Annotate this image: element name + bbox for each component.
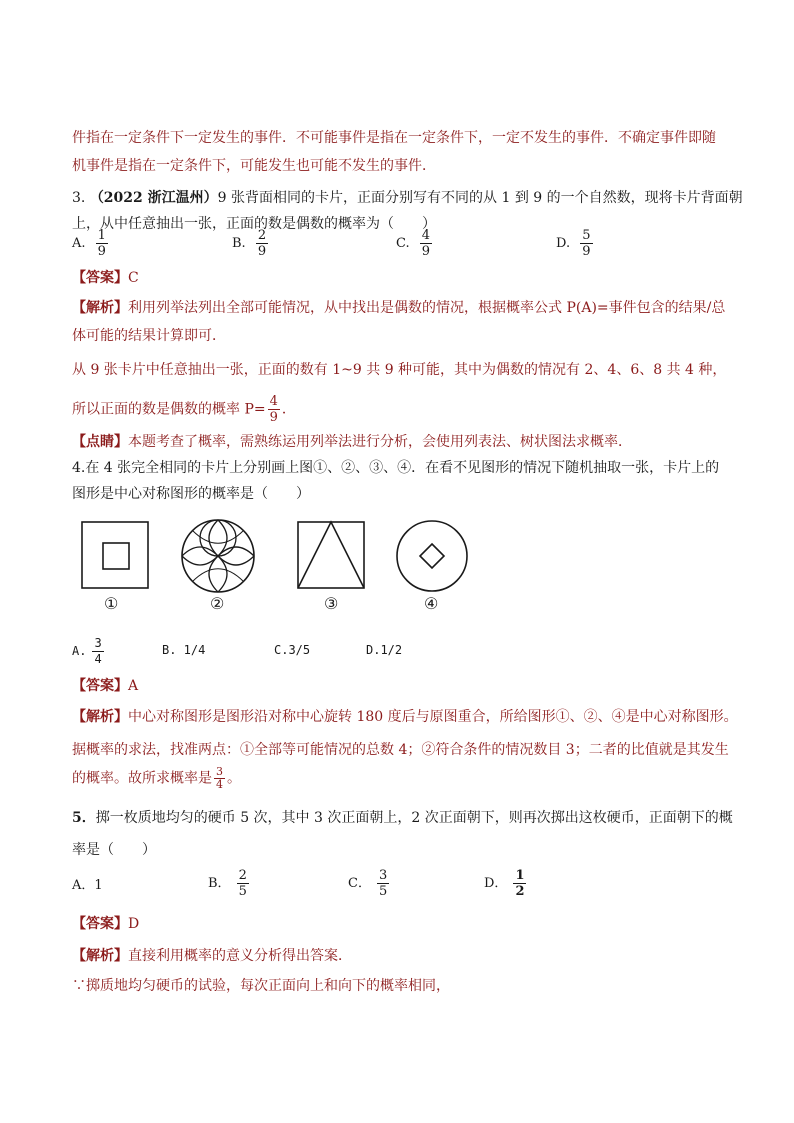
q5-option-d-fraction: $\frac{1}{2}$	[515, 868, 525, 899]
q4-analysis-fraction: $\frac{3}{4}$	[216, 765, 223, 791]
q3-option-d: D. $\frac{5}{9}$	[556, 228, 591, 259]
q4-answer: 【答案】A	[72, 678, 139, 694]
q3-option-b: B. $\frac{2}{9}$	[232, 228, 267, 259]
figure-1-outer-square	[82, 522, 148, 588]
q3-option-a-fraction: $\frac{1}{9}$	[97, 228, 106, 259]
figure-3-label: ③	[324, 594, 339, 613]
q5-option-d: D． $\frac{1}{2}$	[484, 868, 525, 899]
figure-1-label: ①	[104, 594, 119, 613]
q3-analysis-fraction: $\frac{4}{9}$	[269, 394, 278, 425]
q3-analysis-line-3: 从 9 张卡片中任意抽出一张，正面的数有 1~9 共 9 种可能，其中为偶数的情况有 2、4、6、8 共 4 种，	[72, 362, 727, 378]
q3-stem-line-2: 上，从中任意抽出一张，正面的数是偶数的概率为（ ）	[72, 216, 436, 232]
figure-2-flower	[182, 520, 254, 592]
q5-stem-line-2: 率是（ ）	[72, 842, 156, 858]
q3-option-c-fraction: $\frac{4}{9}$	[421, 228, 431, 259]
figure-4-circle	[397, 521, 467, 591]
q3-comment: 【点睛】本题考查了概率，需熟练运用列举法进行分析，会使用列表法、树状图法求概率．	[72, 434, 632, 450]
intro-line-1: 件指在一定条件下一定发生的事件．不可能事件是指在一定条件下，一定不发生的事件．不确定事件即随	[72, 130, 716, 146]
q3-analysis-line-1: 【解析】利用列举法列出全部可能情况，从中找出是偶数的情况，根据概率公式 P(A)=事件包含的结果/总	[72, 300, 726, 316]
figure-3-square	[298, 522, 364, 588]
q3-number: 3.	[72, 190, 86, 206]
q4-option-a-fraction: $\frac{3}{4}$	[94, 636, 102, 666]
q3-stem-line-1	[72, 188, 743, 208]
q3-text-1: 9 张背面相同的卡片，正面分别写有不同的从 1 到 9 的一个自然数，现将卡片背面朝	[217, 190, 743, 206]
q5-option-b-fraction: $\frac{2}{5}$	[238, 868, 247, 899]
q4-stem-line-2: 图形是中心对称图形的概率是（ ）	[72, 486, 310, 502]
q4-stem-line-1: 4.在 4 张完全相同的卡片上分别画上图①、②、③、④．在看不见图形的情况下随机抽取一张，卡片上的	[72, 460, 720, 476]
q3-answer: 【答案】C	[72, 270, 139, 286]
q4-analysis-line-1: 【解析】中心对称图形是图形沿对称中心旋转 180 度后与原图重合，所给图形①、②、④是中心对称图形。	[72, 709, 738, 725]
q5-stem-line-1: 5．掷一枚质地均匀的硬币 5 次，其中 3 次正面朝上，2 次正面朝下，则再次掷出这枚硬币，正面朝下的概	[72, 810, 733, 826]
figure-4-diamond	[420, 544, 444, 568]
q5-option-a: A．1	[72, 878, 103, 893]
figure-3-triangle	[298, 522, 364, 588]
figure-1-inner-square	[103, 543, 129, 569]
q4-figures-svg	[72, 516, 472, 626]
intro-line-2: 机事件是指在一定条件下，可能发生也可能不发生的事件．	[72, 158, 436, 174]
q5-option-b: B． $\frac{2}{5}$	[208, 868, 247, 899]
q4-analysis-line-3: 的概率。故所求概率是 $\frac{3}{4}$ 。	[72, 765, 241, 791]
q5-analysis-line-1: 【解析】直接利用概率的意义分析得出答案．	[72, 948, 352, 964]
q5-analysis-line-2: ∵掷质地均匀硬币的试验，每次正面向上和向下的概率相同，	[72, 978, 450, 994]
figure-2-label: ②	[210, 594, 225, 613]
q4-figures	[72, 516, 472, 630]
q4-analysis-line-2: 据概率的求法，找准两点：①全部等可能情况的总数 4；②符合条件的情况数目 3；二者的比值就是其发生	[72, 742, 729, 758]
q3-option-c: C. $\frac{4}{9}$	[396, 228, 431, 259]
q5-answer: 【答案】D	[72, 916, 140, 932]
q4-option-c: C.3/5	[274, 643, 311, 657]
q3-option-a: A. $\frac{1}{9}$	[72, 228, 106, 259]
q3-source: （2022 浙江温州）	[89, 190, 218, 206]
q3-analysis-line-2: 体可能的结果计算即可．	[72, 328, 226, 344]
figure-4-label: ④	[424, 594, 439, 613]
q3-option-d-fraction: $\frac{5}{9}$	[582, 228, 591, 259]
q5-option-c: C． $\frac{3}{5}$	[348, 868, 388, 899]
q5-option-c-fraction: $\frac{3}{5}$	[378, 868, 388, 899]
q3-option-b-fraction: $\frac{2}{9}$	[257, 228, 267, 259]
q4-option-b: B. 1/4	[162, 643, 206, 657]
q3-analysis-line-4: 所以正面的数是偶数的概率 P= $\frac{4}{9}$ ．	[72, 394, 296, 425]
q4-option-d: D.1/2	[366, 643, 403, 657]
q4-option-a: A. $\frac{3}{4}$	[72, 636, 102, 666]
